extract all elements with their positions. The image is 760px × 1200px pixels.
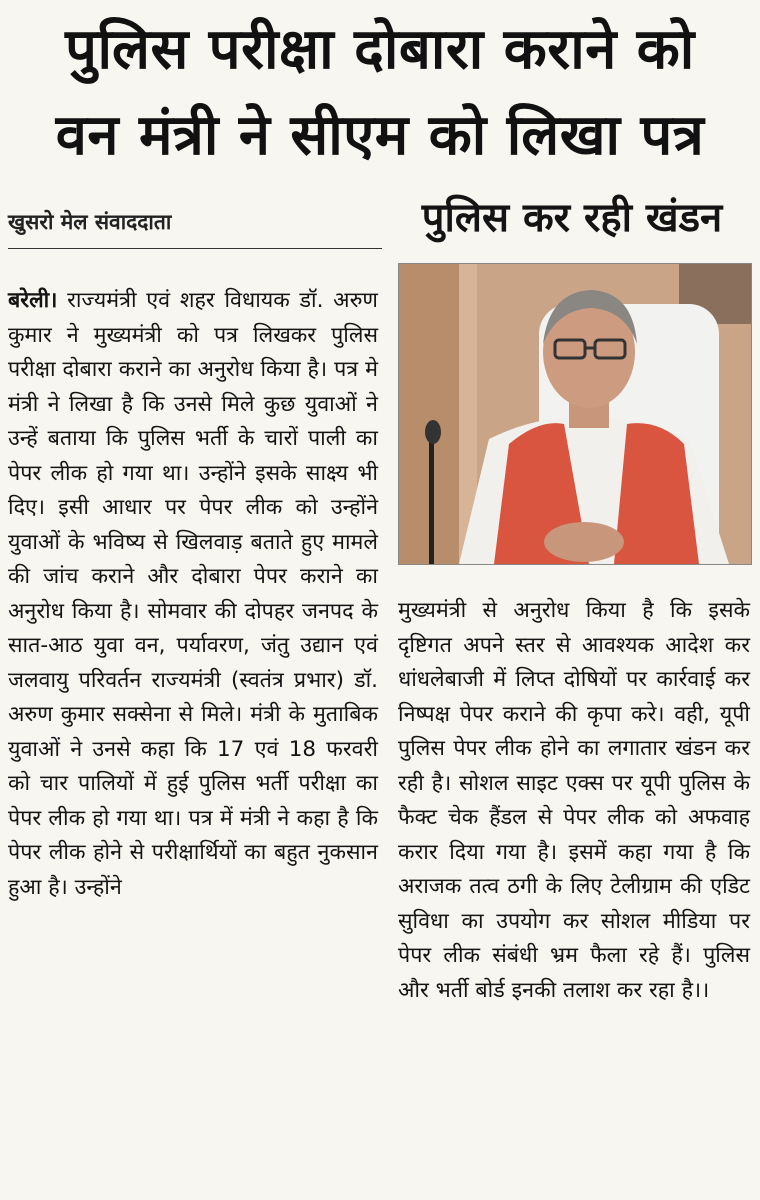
headline-line-1: पुलिस परीक्षा दोबारा कराने को [65,17,695,82]
minister-photo [398,263,752,565]
article-column-2 [398,594,750,1008]
byline: खुसरो मेल संवाददाता [8,210,172,234]
headline-line-2: वन मंत्री ने सीएम को लिखा पत्र [55,103,705,168]
subheadline: पुलिस कर रही खंडन [421,195,723,241]
dateline: बरेली। [8,288,58,313]
article-column-2-text: मुख्यमंत्री से अनुरोध किया है कि इसके दृष्टिगत अपने स्तर से आवश्यक आदेश कर धांधलेबाजी में लिप्त दोषियों पर कार्रवाई कर निष्पक्ष पेपर कराने की कृपा करे। वही, यूपी पुलिस पेपर लीक होने का लगातार खंडन कर रही है। सोशल साइट एक्स पर यूपी पुलिस के फैक्ट चेक हैंडल से पेपर लीक को अफवाह करार दिया गया है। इसमें कहा गया है कि अराजक तत्व ठगी के लिए टेलीग्राम की एडिट सुविधा का उपयोग कर सोशल मीडिया पर पेपर लीक संबंधी भ्रम फैला रहे हैं। पुलिस और भर्ती बोर्ड इनकी तलाश कर रहा है।। [398,598,750,1003]
article-column-1 [8,284,378,905]
byline-rule [8,248,382,249]
article-column-1-text: राज्यमंत्री एवं शहर विधायक डॉ. अरुण कुमार ने मुख्यमंत्री को पत्र लिखकर पुलिस परीक्षा दोबारा कराने का अनुरोध किया है। पत्र मे मंत्री ने लिखा है कि उनसे मिले कुछ युवाओं ने उन्हें बताया कि पुलिस भर्ती के चारों पाली का पेपर लीक हो गया था। उन्होंने इसके साक्ष्य भी दिए। इसी आधार पर पेपर लीक को उन्होंने युवाओं के भविष्य से खिलवाड़ बताते हुए मामले की जांच कराने और दोबारा पेपर कराने का अनुरोध किया है। सोमवार की दोपहर जनपद के सात-आठ युवा वन, पर्यावरण, जंतु उद्यान एवं जलवायु परिवर्तन राज्यमंत्री (स्वतंत्र प्रभार) डॉ. अरुण कुमार सक्सेना से मिले। मंत्री के मुताबिक युवाओं ने उनसे कहा कि 17 एवं 18 फरवरी को चार पालियों में हुई पुलिस भर्ती परीक्षा का पेपर लीक हो गया था। पत्र में मंत्री ने कहा है कि पेपर लीक होने से परीक्षार्थियों का बहुत नुकसान हुआ है। उन्होंने [8,288,378,900]
